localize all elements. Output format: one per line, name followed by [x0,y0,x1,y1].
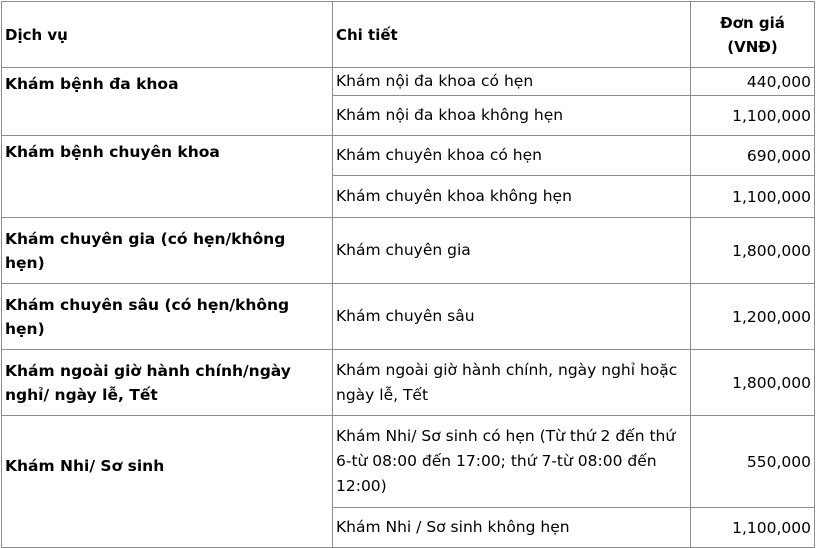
service-cell: Khám ngoài giờ hành chính/ngày nghỉ/ ngày lễ, Tết [2,350,333,416]
price-cell: 440,000 [691,68,815,96]
table-row [2,136,815,176]
price-cell: 1,100,000 [691,176,815,218]
header-price [691,2,815,68]
price-cell: 1,100,000 [691,96,815,136]
header-row [2,2,815,68]
detail-cell: Khám chuyên khoa không hẹn [333,176,691,218]
table-row [2,218,815,284]
price-cell: 1,800,000 [691,218,815,284]
table-row [2,68,815,96]
service-cell: Khám Nhi/ Sơ sinh [2,416,333,548]
price-cell: 550,000 [691,416,815,508]
detail-cell: Khám chuyên sâu [333,284,691,350]
detail-cell: Khám Nhi/ Sơ sinh có hẹn (Từ thứ 2 đến thứ 6-từ 08:00 đến 17:00; thứ 7-từ 08:00 đến 12:00) [333,416,691,508]
detail-cell: Khám chuyên gia [333,218,691,284]
header-price-line1: Đơn giá [720,13,785,32]
service-cell: Khám bệnh đa khoa [2,68,333,136]
price-cell: 690,000 [691,136,815,176]
table-row [2,284,815,350]
service-cell: Khám chuyên sâu (có hẹn/không hẹn) [2,284,333,350]
service-cell: Khám chuyên gia (có hẹn/không hẹn) [2,218,333,284]
detail-cell: Khám chuyên khoa có hẹn [333,136,691,176]
detail-cell: Khám nội đa khoa không hẹn [333,96,691,136]
detail-cell: Khám Nhi / Sơ sinh không hẹn [333,508,691,548]
detail-cell: Khám nội đa khoa có hẹn [333,68,691,96]
table-row [2,416,815,508]
table-row [2,350,815,416]
price-cell: 1,200,000 [691,284,815,350]
price-cell: 1,800,000 [691,350,815,416]
header-price-line2: (VNĐ) [727,37,778,56]
header-detail: Chi tiết [333,2,691,68]
price-cell: 1,100,000 [691,508,815,548]
header-service: Dịch vụ [2,2,333,68]
service-cell: Khám bệnh chuyên khoa [2,136,333,218]
price-table [1,1,815,548]
detail-cell: Khám ngoài giờ hành chính, ngày nghỉ hoặc ngày lễ, Tết [333,350,691,416]
